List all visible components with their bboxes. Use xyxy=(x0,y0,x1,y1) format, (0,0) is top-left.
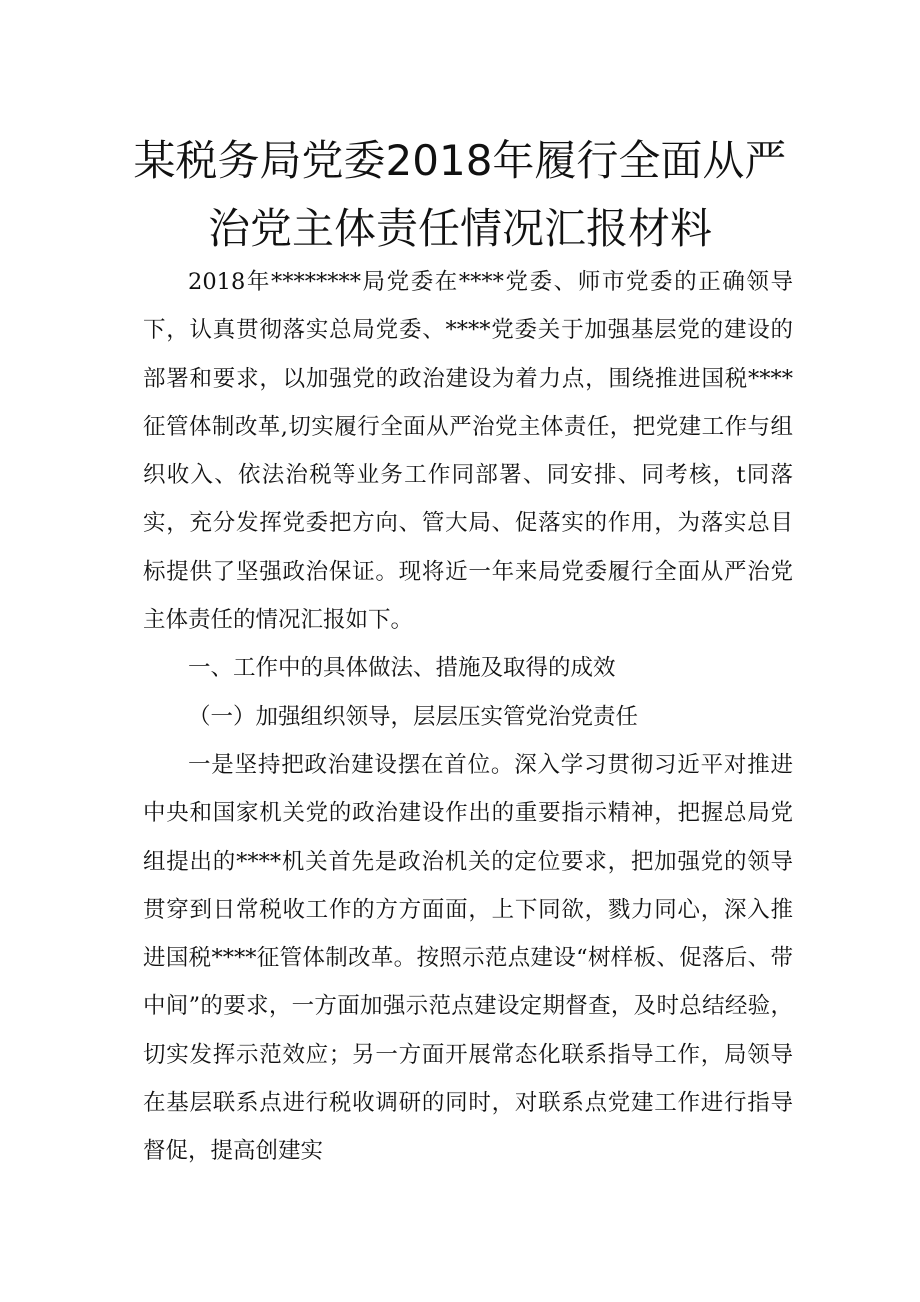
document-title-line-1: 某税务局党委2018年履行全面从严 xyxy=(133,136,787,185)
body-paragraph: 一是坚持把政治建设摆在首位。深入学习贯彻习近平对推进中央和国家机关党的政治建设作出的重要指示精神，把握总局党组提出的****机关首先是政治机关的定位要求，把加强党的领导贯穿到日常税收工作的方方面面，上下同欲，戮力同心，深入推进国税****征管体制改革。按照示范点建设“树样板、促落后、带中间”的要求，一方面加强示范点建设定期督查，及时总结经验，切实发挥示范效应；另一方面开展常态化联系指导工作，局领导在基层联系点进行税收调研的同时，对联系点党建工作进行指导督促，提高创建实 xyxy=(143,751,793,1165)
document-title-line-2: 治党主体责任情况汇报材料 xyxy=(207,204,712,253)
section-heading: 一、工作中的具体做法、措施及取得的成效 xyxy=(188,655,616,682)
document-body xyxy=(143,258,793,1176)
subsection-heading: （一）加强组织领导，层层压实管党治党责任 xyxy=(188,703,639,730)
intro-paragraph: 2018年********局党委在****党委、师市党委的正确领导下，认真贯彻落实总局党委、****党委关于加强基层党的建设的部署和要求，以加强党的政治建设为着力点，围绕推进国税****征管体制改革,切实履行全面从严治党主体责任，把党建工作与组织收入、依法治税等业务工作同部署、同安排、同考核，t同落实，充分发挥党委把方向、管大局、促落实的作用，为落实总目标提供了坚强政治保证。现将近一年来局党委履行全面从严治党主体责任的情况汇报如下。 xyxy=(143,269,793,634)
